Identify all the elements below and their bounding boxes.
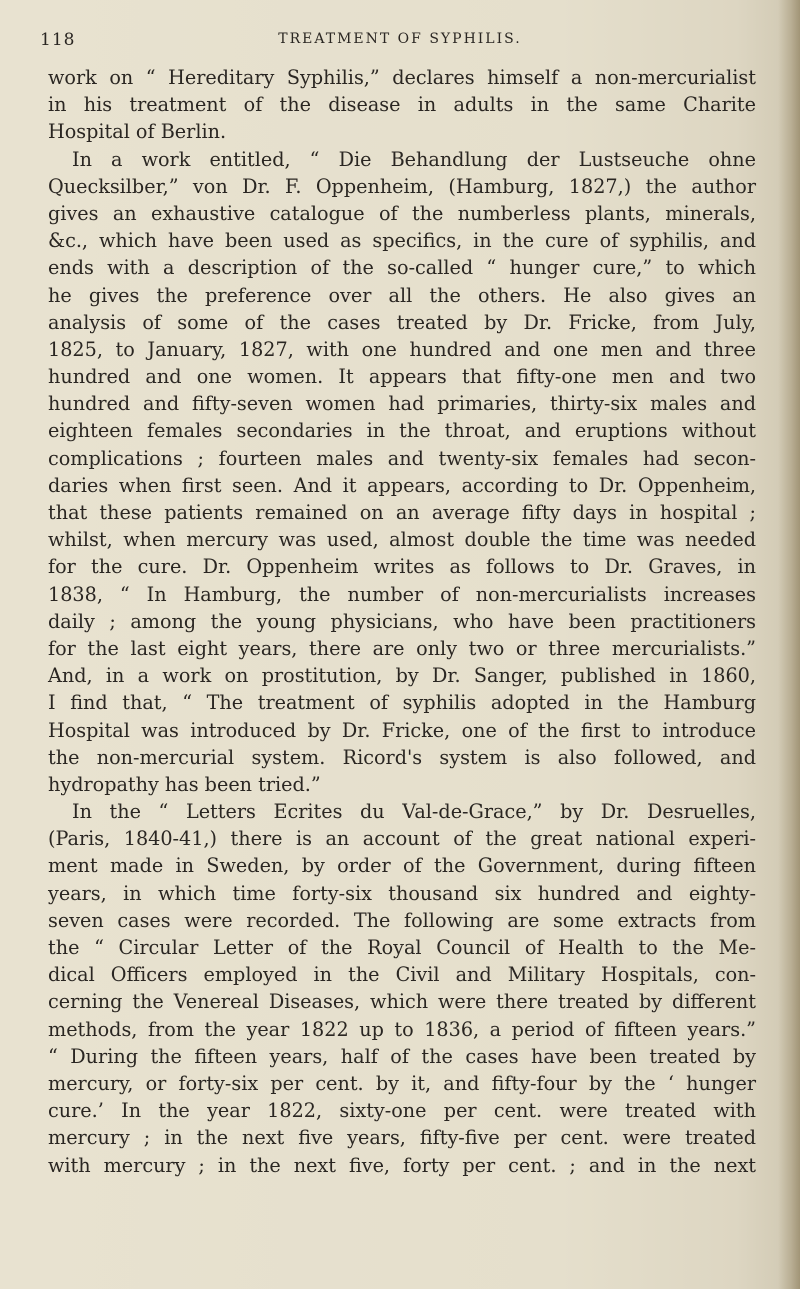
text-line: years, in which time forty-six thousand six hundred and eighty-: [48, 881, 756, 905]
page-edge-shadow: [778, 0, 800, 1289]
text-line: cure.’ In the year 1822, sixty-one per cent. were treated with: [48, 1099, 756, 1123]
text-line: And, in a work on prostitution, by Dr. Sanger, published in 1860,: [48, 664, 756, 688]
text-line: seven cases were recorded. The following are some extracts from: [48, 908, 756, 932]
running-head: TREATMENT OF SYPHILIS.: [278, 31, 522, 47]
text-line: for the cure. Dr. Oppenheim writes as follows to Dr. Graves, in: [48, 555, 756, 579]
text-line: daily ; among the young physicians, who have been practitioners: [48, 609, 756, 633]
text-line: 1825, to January, 1827, with one hundred and one men and three: [48, 337, 756, 361]
text-line: hundred and fifty-seven women had primaries, thirty-six males and: [48, 392, 756, 416]
text-line: 1838, “ In Hamburg, the number of non-mercurialists increases: [48, 582, 756, 606]
body-text: [48, 64, 756, 1179]
text-line: complications ; fourteen males and twenty-six females had secon-: [48, 446, 756, 470]
text-line: the non-mercurial system. Ricord's system is also followed, and: [48, 745, 756, 769]
text-line: with mercury ; in the next five, forty per cent. ; and in the next: [48, 1153, 756, 1177]
text-line: dical Officers employed in the Civil and Military Hospitals, con-: [48, 963, 756, 987]
page-header: [40, 26, 760, 54]
text-line: hydropathy has been tried.”: [48, 772, 321, 796]
text-line: Hospital of Berlin.: [48, 120, 227, 144]
text-line: “ During the fifteen years, half of the cases have been treated by: [48, 1044, 756, 1068]
text-line: methods, from the year 1822 up to 1836, a period of fifteen years.”: [48, 1017, 756, 1041]
text-line: Hospital was introduced by Dr. Fricke, one of the first to introduce: [48, 718, 756, 742]
page-number: 118: [40, 30, 76, 50]
text-line: In the “ Letters Ecrites du Val-de-Grace,” by Dr. Desruelles,: [72, 800, 756, 824]
text-line: that these patients remained on an average fifty days in hospital ;: [48, 501, 756, 524]
text-line: the “ Circular Letter of the Royal Council of Health to the Me-: [48, 936, 756, 959]
text-line: whilst, when mercury was used, almost double the time was needed: [48, 528, 756, 552]
text-line: analysis of some of the cases treated by Dr. Fricke, from July,: [48, 310, 756, 334]
text-line: daries when first seen. And it appears, according to Dr. Oppenheim,: [48, 473, 756, 497]
text-line: in his treatment of the disease in adults in the same Charite: [48, 93, 756, 117]
text-line: work on “ Hereditary Syphilis,” declares himself a non-mercurialist: [48, 66, 756, 89]
text-line: cerning the Venereal Diseases, which were there treated by different: [48, 990, 756, 1014]
text-line: Quecksilber,” von Dr. F. Oppenheim, (Hamburg, 1827,) the author: [48, 174, 756, 198]
text-line: hundred and one women. It appears that fifty-one men and two: [48, 365, 756, 389]
text-line: gives an exhaustive catalogue of the numberless plants, minerals,: [48, 201, 756, 225]
text-line: for the last eight years, there are only two or three mercurialists.”: [48, 636, 756, 660]
text-line: ment made in Sweden, by order of the Government, during fifteen: [48, 854, 756, 878]
text-line: eighteen females secondaries in the throat, and eruptions without: [48, 419, 756, 443]
text-line: I find that, “ The treatment of syphilis adopted in the Hamburg: [48, 691, 756, 715]
text-line: &c., which have been used as specifics, in the cure of syphilis, and: [48, 229, 756, 253]
text-line: he gives the preference over all the others. He also gives an: [48, 283, 756, 307]
text-line: mercury ; in the next five years, fifty-five per cent. were treated: [48, 1126, 756, 1150]
text-line: mercury, or forty-six per cent. by it, and fifty-four by the ‘ hunger: [48, 1071, 756, 1095]
text-line: ends with a description of the so-called “ hunger cure,” to which: [48, 256, 756, 280]
text-line: (Paris, 1840-41,) there is an account of the great national experi-: [48, 827, 756, 851]
text-line: In a work entitled, “ Die Behandlung der Lustseuche ohne: [72, 147, 756, 171]
